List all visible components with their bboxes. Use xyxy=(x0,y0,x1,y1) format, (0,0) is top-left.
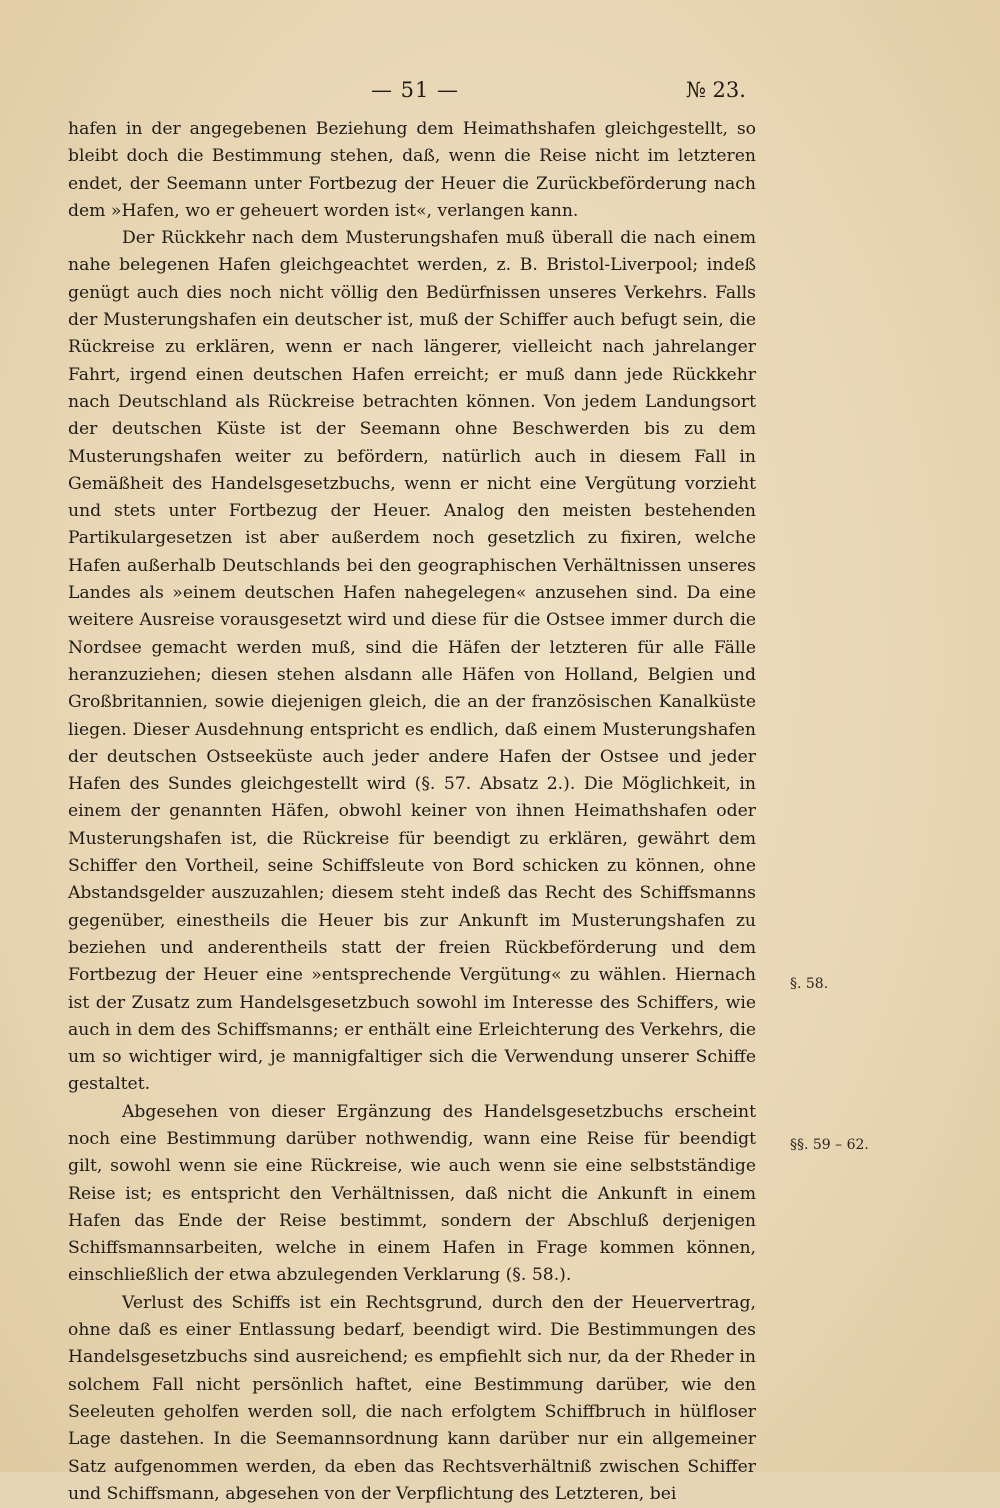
page-number: — 51 — xyxy=(370,78,460,102)
paragraph: Der Rückkehr nach dem Musterungshafen muß überall die nach einem nahe belegenen Hafen gleichgeachtet werden, z. B. Bristol-Liverpool; indeß genügt auch dies noch nicht völlig den Bedürfnissen unseres Verkehrs. Falls der Musterungshafen ein deutscher ist, muß der Schiffer auch befugt sein, die Rückreise zu erklären, wenn er nach längerer, vielleicht nach jahrelanger Fahrt, irgend einen deutschen Hafen erreicht; er muß dann jede Rückkehr nach Deutschland als Rückreise betrachten können. Von jedem Landungsort der deutschen Küste ist der Seemann ohne Beschwerden bis zu dem Musterungshafen weiter zu befördern, natürlich auch in diesem Fall in Gemäßheit des Handelsgesetzbuchs, wenn er nicht eine Vergütung vorzieht und stets unter Fortbezug der Heuer. Analog den meisten bestehenden Partikulargesetzen ist aber außerdem noch gesetzlich zu fixiren, welche Hafen außerhalb Deutschlands bei den geographischen Verhältnissen unseres Landes als »einem deutschen Hafen nahegelegen« anzusehen sind. Da eine weitere Ausreise vorausgesetzt wird und diese für die Ostsee immer durch die Nordsee gemacht werden muß, sind die Häfen der letzteren für alle Fälle heranzuziehen; diesen stehen alsdann alle Häfen von Holland, Belgien und Großbritannien, sowie diejenigen gleich, die an der französischen Kanalküste liegen. Dieser Ausdehnung entspricht es endlich, daß einem Musterungshafen der deutschen Ostseeküste auch jeder andere Hafen der Ostsee und jeder Hafen des Sundes gleichgestellt wird (§. 57. Absatz 2.). Die Möglichkeit, in einem der genannten Häfen, obwohl keiner von ihnen Heimathshafen oder Musterungshafen ist, die Rückreise für beendigt zu erklären, gewährt dem Schiffer den Vortheil, seine Schiffsleute von Bord schicken zu können, ohne Abstandsgelder auszuzahlen; diesem steht indeß das Recht des Schiffsmanns gegenüber, einestheils die Heuer bis zur Ankunft im Musterungshafen zu beziehen und anderentheils statt der freien Rückbeförderung und dem Fortbezug der Heuer eine »entsprechende Vergütung« zu wählen. Hiernach ist der Zusatz zum Handelsgesetzbuch sowohl im Interesse des Schiffers, wie auch in dem des Schiffsmanns; er enthält eine Erleichterung des Verkehrs, die um so wichtiger wird, je mannigfaltiger sich die Verwendung unserer Schiffe gestaltet. xyxy=(68,228,756,1095)
margin-note: §. 58. xyxy=(790,976,829,992)
paragraph: Abgesehen von dieser Ergänzung des Handelsgesetzbuchs erscheint noch eine Bestimmung darüber nothwendig, wann eine Reise für beendigt gilt, sowohl wenn sie eine Rückreise, wie auch wenn sie eine selbstständige Reise ist; es entspricht den Verhältnissen, daß nicht die Ankunft in einem Hafen das Ende der Reise bestimmt, sondern der Abschluß derjenigen Schiffsmannsarbeiten, welche in einem Hafen in Frage kommen können, einschließlich der etwa abzulegenden Verklarung (§. 58.). xyxy=(68,1101,756,1286)
paragraph: hafen in der angegebenen Beziehung dem Heimathshafen gleichgestellt, so bleibt doch die Bestimmung stehen, daß, wenn die Reise nicht im letzteren endet, der Seemann unter Fortbezug der Heuer die Zurückbeförderung nach dem »Hafen, wo er geheuert worden ist«, verlangen kann. xyxy=(68,119,756,221)
body-text xyxy=(68,116,756,1508)
document-number: № 23. xyxy=(686,78,746,102)
page-header xyxy=(0,78,1000,112)
paragraph: Verlust des Schiffs ist ein Rechtsgrund, durch den der Heuervertrag, ohne daß es einer Entlassung bedarf, beendigt wird. Die Bestimmungen des Handelsgesetzbuchs sind ausreichend; es empfiehlt sich nur, da der Rheder in solchem Fall nicht persönlich haftet, eine Bestimmung darüber, wie den Seeleuten geholfen werden soll, die nach erfolgtem Schiffbruch in hülfloser Lage dastehen. In die Seemannsordnung kann darüber nur ein allgemeiner Satz aufgenommen werden, da eben das Rechtsverhältniß zwischen Schiffer und Schiffsmann, abgesehen von der Verpflichtung des Letzteren, bei xyxy=(68,1292,756,1504)
margin-note: §§. 59 – 62. xyxy=(790,1137,869,1153)
